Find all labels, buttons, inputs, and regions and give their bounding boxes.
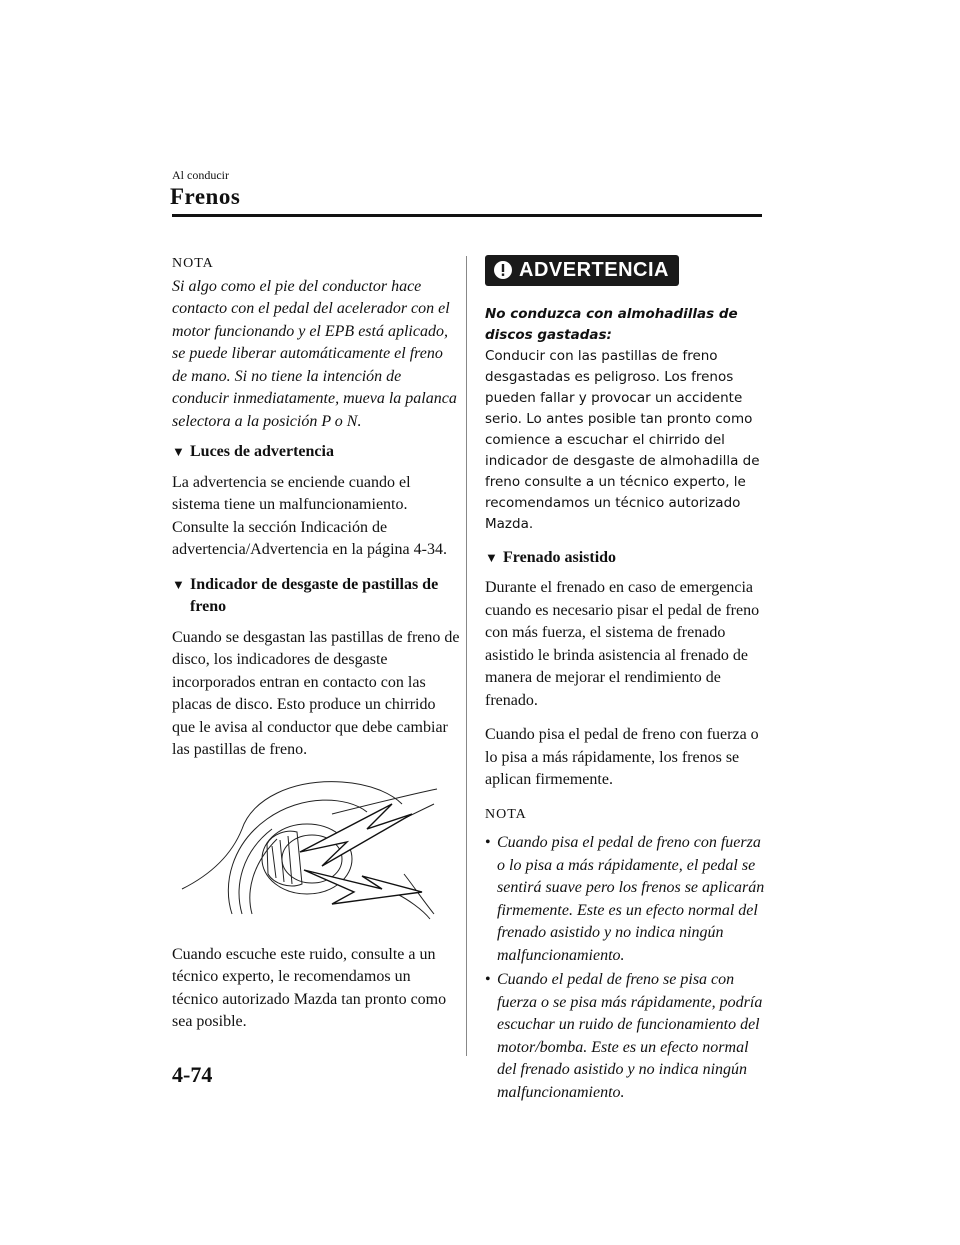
bullet-icon: • (485, 834, 491, 851)
left-column (172, 253, 460, 1046)
paragraph: Cuando pisa el pedal de freno con fuerza o lo pisa a más rápidamente, los frenos se aplican firmemente. (485, 726, 759, 788)
paragraph: Cuando se desgastan las pastillas de freno de disco, los indicadores de desgaste incorporados entran en contacto con las placas de disco. Esto produce un chirrido que le avisa al conductor que debe cambiar las pastillas de freno. (172, 628, 460, 758)
brake-disc-illustration (172, 774, 442, 924)
warning-banner (485, 255, 679, 286)
header-rule (172, 214, 762, 217)
heading-pad-wear-indicator (172, 574, 460, 619)
warning-label: ADVERTENCIA (519, 259, 669, 281)
note-bullets (485, 832, 765, 1104)
list-item-text: Cuando pisa el pedal de freno con fuerza o lo pisa a más rápidamente, el pedal se sentirá suave pero los frenos se aplicarán firmemente. Este es un efecto normal del frenado asistido y no indica ningún malfuncionamiento. (497, 834, 765, 964)
paragraph: Cuando escuche este ruido, consulte a un técnico experto, le recomendamos un técnico autorizado Mazda tan pronto como sea posible. (172, 945, 447, 1030)
heading-text: Luces de advertencia (190, 443, 334, 460)
triangle-down-icon: ▼ (485, 549, 498, 565)
heading-brake-assist (485, 547, 765, 570)
heading-warning-lights (172, 441, 460, 464)
right-column (485, 253, 765, 1106)
heading-text: Indicador de desgaste de pastillas de freno (190, 575, 439, 615)
list-item (485, 832, 765, 967)
warning-text: Conducir con las pastillas de freno desgastadas es peligroso. Los frenos pueden fallar y provocar un accidente serio. Lo antes posible tan pronto como comience a escuchar el chirrido del indicador de desgaste de almohadilla de freno consulte a un técnico experto, le recomendamos un técnico autorizado Mazda. (485, 347, 760, 532)
bullet-icon: • (485, 971, 491, 988)
warning-icon (493, 260, 513, 280)
list-item-text: Cuando el pedal de freno se pisa con fuerza o se pisa más rápidamente, podría escuchar un ruido de funcionamiento del motor/bomba. Este es un efecto normal del frenado asistido y no indica ningún malfuncionamiento. (497, 971, 763, 1101)
page-number: 4-74 (172, 1062, 213, 1087)
paragraph: Durante el frenado en caso de emergencia cuando es necesario pisar el pedal de freno con más fuerza, el sistema de frenado asistido le brinda asistencia al frenado de manera de mejorar el rendimiento de frenado. (485, 579, 760, 709)
column-divider (466, 256, 467, 1056)
paragraph: La advertencia se enciende cuando el sistema tiene un malfuncionamiento. Consulte la sección Indicación de advertencia/Advertencia en la página 4-34. (172, 473, 447, 558)
heading-text: Frenado asistido (503, 548, 617, 566)
note-text: Si algo como el pie del conductor hace contacto con el pedal del acelerador con el motor funcionando y el EPB está aplicado, se puede liberar automáticamente el freno de mano. Si no tiene la intención de conducir inmediatamente, mueva la palanca selectora a la posición P o N. (172, 277, 457, 430)
page-title: Frenos (170, 184, 241, 209)
section-label: Al conducir (172, 168, 229, 182)
warning-title: No conduzca con almohadillas de discos gastadas: (485, 305, 738, 343)
warning-body (485, 304, 765, 535)
triangle-down-icon: ▼ (172, 576, 185, 592)
note-label: NOTA (172, 256, 214, 271)
note-label: NOTA (485, 806, 527, 822)
triangle-down-icon: ▼ (172, 444, 185, 459)
list-item (485, 969, 765, 1104)
